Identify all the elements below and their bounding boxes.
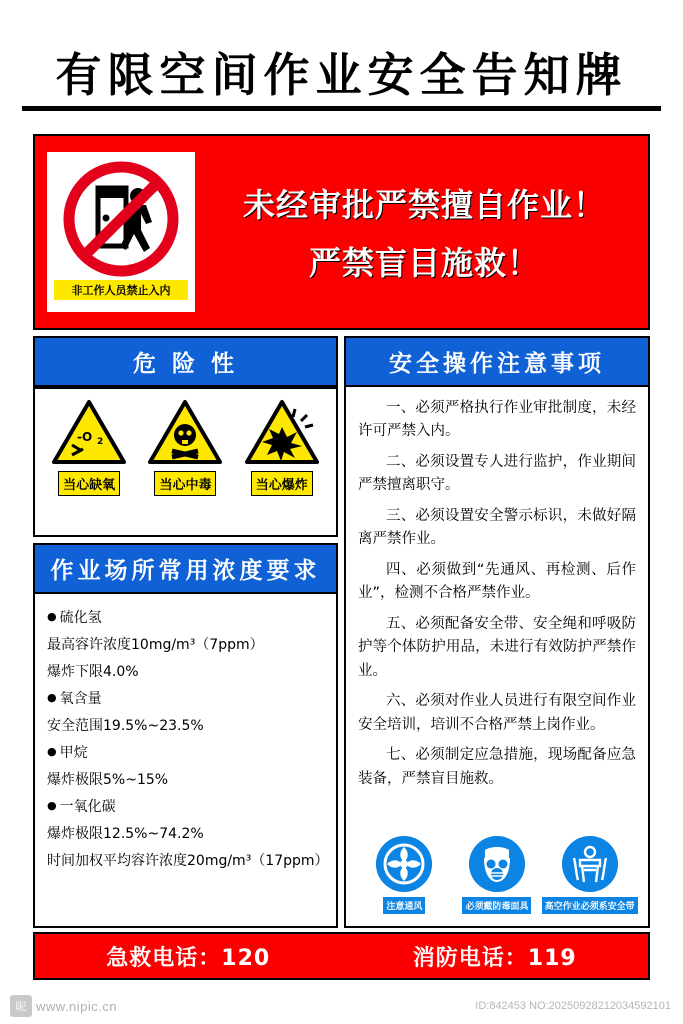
prohibition-sign	[47, 152, 195, 312]
banner-line-2: 严禁盲目施救！	[308, 244, 540, 282]
safety-note: 三、必须设置安全警示标识，未做好隔离严禁作业。	[358, 507, 636, 548]
page-title-text: 有限空间作业安全告知牌	[55, 48, 628, 102]
emergency-phone: 急救电话：120	[106, 945, 271, 971]
emergency-footer	[33, 932, 650, 980]
safety-harness-icon	[562, 836, 618, 892]
svg-text:-O: -O	[77, 430, 93, 444]
banner-text	[201, 180, 648, 284]
concentration-section-header: 作业场所常用浓度要求	[33, 543, 338, 594]
safety-note: 七、必须制定应急措施，现场配备应急装备，严禁盲目施救。	[358, 747, 636, 787]
right-column	[344, 336, 650, 928]
hazard-item	[46, 399, 132, 496]
site-url: www.nipic.cn	[36, 998, 118, 1014]
svg-text:2: 2	[97, 437, 104, 447]
hazard-section-header: 危 险 性	[33, 336, 338, 387]
ppe-label: 高空作业必须系安全带	[542, 897, 638, 914]
ppe-item	[455, 836, 539, 914]
concentration-item: ● 氧含量	[47, 689, 324, 710]
hazard-label: 当心缺氧	[58, 471, 120, 496]
site-logo	[10, 995, 117, 1017]
safety-note: 五、必须配备安全带、安全绳和呼吸防护等个体防护用品，未进行有效防护严禁作业。	[358, 615, 636, 679]
warning-banner	[33, 134, 650, 330]
ppe-item	[544, 836, 635, 914]
fire-phone: 消防电话：119	[412, 945, 577, 971]
no-entry-person-icon	[62, 160, 180, 278]
prohibition-sign-label: 非工作人员禁止入内	[54, 280, 188, 300]
concentration-item: ● 甲烷	[47, 743, 324, 764]
concentration-item: 安全范围19.5%~23.5%	[47, 718, 204, 734]
hazard-label: 当心爆炸	[251, 471, 313, 496]
gas-mask-icon	[469, 836, 525, 892]
watermark-bar	[0, 988, 683, 1024]
ppe-label: 必须戴防毒面具	[462, 897, 531, 914]
ppe-icons-row	[358, 836, 636, 920]
banner-line-1: 未经审批严禁擅自作业！	[242, 186, 606, 224]
page-title	[22, 38, 661, 111]
warning-poison-icon	[148, 399, 222, 465]
concentration-item: 爆炸极限12.5%~74.2%	[47, 826, 204, 842]
concentration-item: 爆炸极限5%~15%	[47, 772, 169, 788]
concentration-list	[33, 594, 338, 928]
concentration-item: ● 硫化氢	[47, 608, 324, 629]
ppe-item	[362, 836, 446, 914]
safety-note: 二、必须设置专人进行监护，作业期间严禁擅离职守。	[358, 453, 636, 494]
warning-oxygen-deficiency-icon	[52, 399, 126, 465]
concentration-item: ● 一氧化碳	[47, 797, 324, 818]
safety-notes-panel	[344, 387, 650, 928]
concentration-item: 最高容许浓度10mg/m³（7ppm）	[47, 637, 264, 653]
safety-note: 四、必须做到“先通风、再检测、后作业”，检测不合格严禁作业。	[358, 561, 636, 602]
ventilation-icon	[376, 836, 432, 892]
left-column	[33, 336, 338, 928]
safety-note: 一、必须严格执行作业审批制度，未经许可严禁入内。	[358, 400, 636, 440]
hazard-item	[142, 399, 228, 496]
image-id: ID:842453 NO:20250928212034592101	[475, 1000, 671, 1012]
notes-section-header: 安全操作注意事项	[344, 336, 650, 387]
hazard-icons-panel	[33, 387, 338, 537]
warning-explosion-icon	[245, 399, 319, 465]
logo-mark: 昵	[10, 995, 32, 1017]
body-columns	[33, 336, 650, 928]
ppe-label: 注意通风	[383, 897, 425, 914]
hazard-item	[239, 399, 325, 496]
hazard-label: 当心中毒	[154, 471, 216, 496]
concentration-item: 爆炸下限4.0%	[47, 664, 139, 680]
safety-note: 六、必须对作业人员进行有限空间作业安全培训，培训不合格严禁上岗作业。	[358, 693, 636, 733]
concentration-item: 时间加权平均容许浓度20mg/m³（17ppm）	[47, 853, 329, 869]
